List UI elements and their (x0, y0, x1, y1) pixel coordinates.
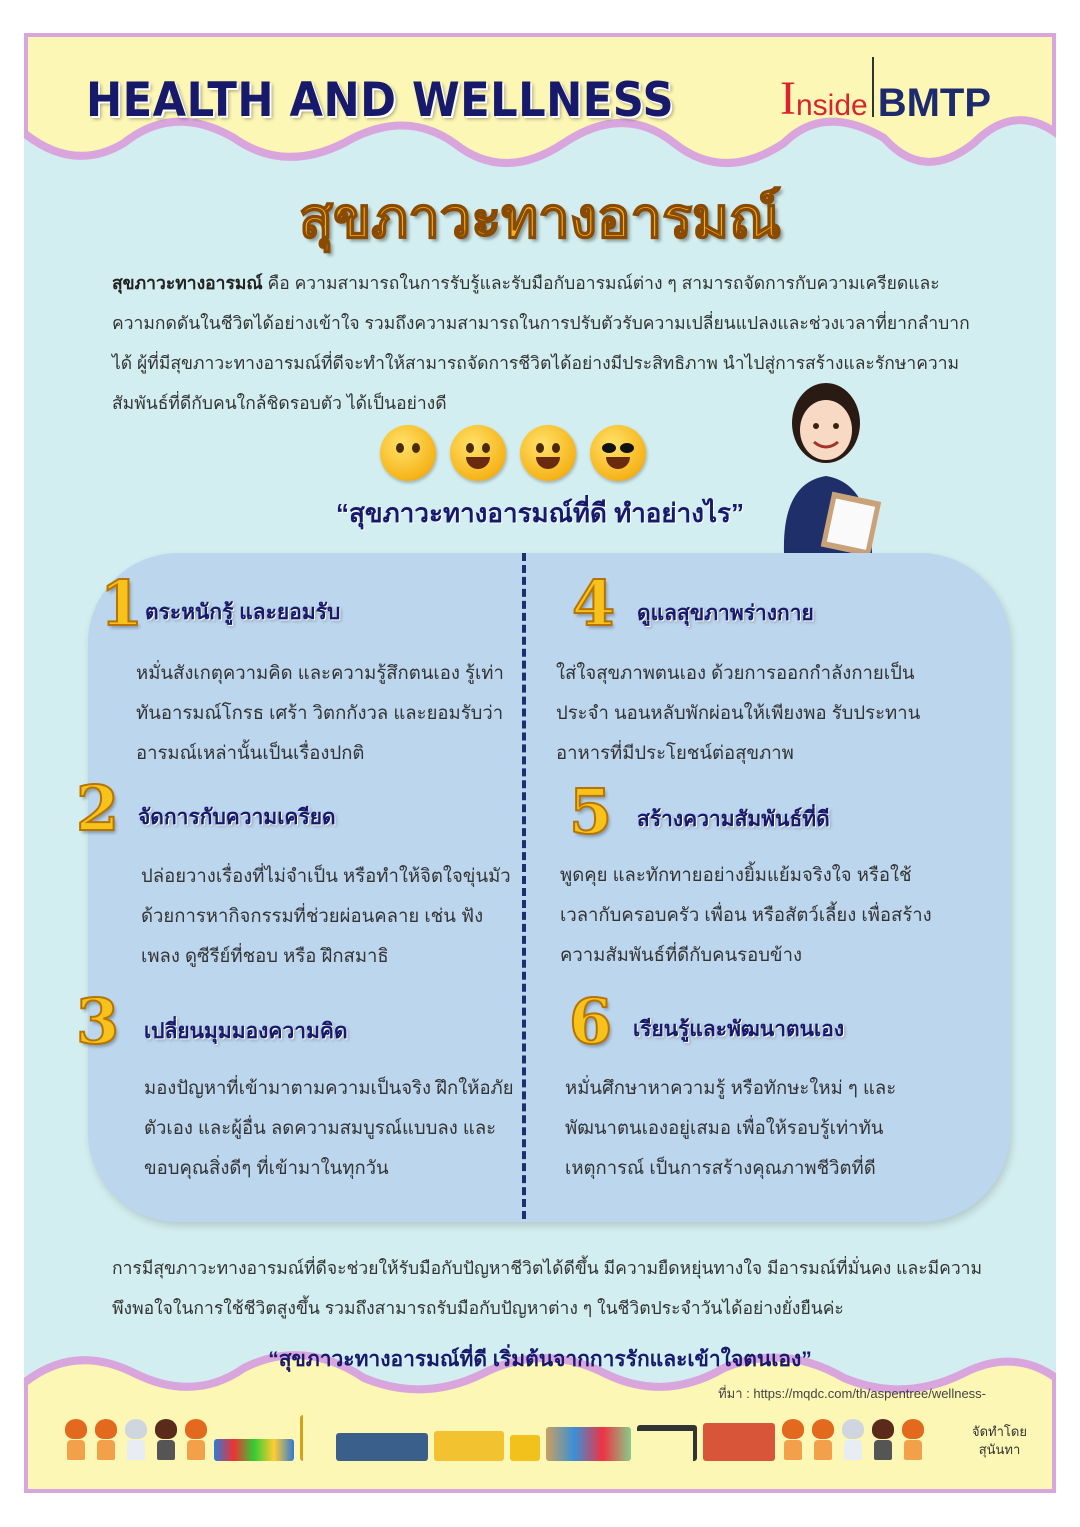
emoji-row (380, 425, 646, 481)
shy-face-emoji-icon (380, 425, 436, 481)
factory-icon (546, 1427, 631, 1461)
intro-text: คือ ความสามารถในการรับรู้และรับมือกับอารมณ์ต่าง ๆ สามารถจัดการกับความเครียดและความกดดันในชีวิตได้อย่างเข้าใจ รวมถึงความสามารถในการปรับตัวรับความเปลี่ยนแปลงและช่วงเวลาที่ยากลำบากได้ ผู้ที่มีสุขภาวะทางอารมณ์ที่ดีจะทำให้สามารถจัดการชีวิตได้อย่างมีประสิทธิภาพ นำไปสู่การสร้างและรักษาความสัมพันธ์ที่ดีกับคนใกล้ชิดรอบตัว ได้เป็นอย่างดี (112, 273, 970, 413)
credit-label: จัดทำโดย (972, 1424, 1027, 1439)
reach-stacker-icon (637, 1425, 697, 1461)
intro-term: สุขภาวะทางอารมณ์ (112, 273, 263, 293)
warehouse-icon (336, 1433, 428, 1461)
worker-icon (64, 1419, 88, 1461)
number-4-icon: 4 (572, 567, 616, 640)
truck-icon (434, 1431, 504, 1461)
number-3-icon: 3 (76, 985, 120, 1058)
crane-icon (300, 1415, 330, 1461)
bmtp-truck-icon (703, 1423, 775, 1461)
worker-icon (811, 1419, 835, 1461)
question-heading: “สุขภาวะทางอารมณ์ที่ดี ทำอย่างไร” (336, 498, 744, 528)
worker-icon (94, 1419, 118, 1461)
tip-body: ใส่ใจสุขภาพตนเอง ด้วยการออกกำลังกายเป็นประจำ นอนหลับพักผ่อนให้เพียงพอ รับประทานอาหารที่มีประโยชน์ต่อสุขภาพ (556, 662, 921, 763)
number-5-icon: 5 (569, 775, 613, 848)
tip-body: พูดคุย และทักทายอย่างยิ้มแย้มจริงใจ หรือใช้เวลากับครอบครัว เพื่อน หรือสัตว์เลี้ยง เพื่อสร้างความสัมพันธ์ที่ดีกับคนรอบข้าง (560, 864, 932, 965)
cargo-ship-icon (214, 1439, 294, 1461)
worker-icon (154, 1419, 178, 1461)
logistics-illustration-strip (64, 1411, 964, 1461)
number-6-icon: 6 (569, 985, 613, 1058)
closing-paragraph: การมีสุขภาวะทางอารมณ์ที่ดีจะช่วยให้รับมือกับปัญหาชีวิตได้ดีขึ้น มีความยืดหยุ่นทางใจ มีอารมณ์ที่มั่นคง และมีความพึงพอใจในการใช้ชีวิตสูงขึ้น รวมถึงสามารถรับมือกับปัญหาต่าง ๆ ในชีวิตประจำวันได้อย่างยั่งยืนค่ะ (112, 1258, 983, 1318)
logo-divider (872, 57, 874, 117)
worker-icon (871, 1419, 895, 1461)
main-title: สุขภาวะทางอารมณ์ (298, 186, 782, 251)
tip-title: ตระหนักรู้ และยอมรับ (145, 601, 341, 624)
logo-inside: nside (795, 89, 868, 122)
tip-title: ดูแลสุขภาพร่างกาย (637, 602, 814, 625)
worker-icon (841, 1419, 865, 1461)
worker-icon (184, 1419, 208, 1461)
logo-bmtp: BMTP (877, 81, 992, 125)
sunglasses-emoji-icon (590, 425, 646, 481)
poster (24, 33, 1056, 1493)
smiling-hearts-emoji-icon (450, 425, 506, 481)
thumbs-up-emoji-icon (520, 425, 576, 481)
header-title: HEALTH AND WELLNESS (86, 73, 675, 128)
number-2-icon: 2 (76, 772, 120, 845)
tip-title: เปลี่ยนมุมมองความคิด (144, 1020, 348, 1043)
source-citation: ที่มา : https://mqdc.com/th/aspentree/wellness- (718, 1386, 986, 1401)
worker-icon (124, 1419, 148, 1461)
tip-body: มองปัญหาที่เข้ามาตามความเป็นจริง ฝึกให้อภัยตัวเอง และผู้อื่น ลดความสมบูรณ์แบบลง และขอบคุณสิ่งดีๆ ที่เข้ามาในทุกวัน (144, 1077, 514, 1178)
credit (972, 1423, 1027, 1459)
tip-title: จัดการกับความเครียด (138, 806, 336, 829)
tip-body: หมั่นศึกษาหาความรู้ หรือทักษะใหม่ ๆ และพัฒนาตนเองอยู่เสมอ เพื่อให้รอบรู้เท่าทันเหตุการณ์ เป็นการสร้างคุณภาพชีวิตที่ดี (565, 1077, 897, 1178)
forklift-icon (510, 1435, 540, 1461)
credit-name: สุนันทา (978, 1442, 1021, 1457)
logo-letter: I (780, 72, 796, 125)
mascot-girl-illustration (764, 378, 894, 553)
worker-icon (901, 1419, 925, 1461)
worker-icon (781, 1419, 805, 1461)
tip-title: สร้างความสัมพันธ์ที่ดี (637, 808, 830, 831)
closing-quote: “สุขภาวะทางอารมณ์ที่ดี เริ่มต้นจากการรักและเข้าใจตนเอง” (268, 1348, 812, 1371)
tip-body: หมั่นสังเกตุความคิด และความรู้สึกตนเอง รู้เท่าทันอารมณ์โกรธ เศร้า วิตกกังวล และยอมรับว่าอารมณ์เหล่านั้นเป็นเรื่องปกติ (136, 662, 504, 763)
tip-title: เรียนรู้และพัฒนาตนเอง (633, 1018, 845, 1041)
inside-bmtp-logo (780, 51, 991, 123)
number-1-icon: 1 (100, 567, 144, 640)
tip-body: ปล่อยวางเรื่องที่ไม่จำเป็น หรือทำให้จิตใจขุ่นมัว ด้วยการหากิจกรรมที่ช่วยผ่อนคลาย เช่น ฟังเพลง ดูซีรีย์ที่ชอบ หรือ ฝึกสมาธิ (141, 865, 511, 966)
